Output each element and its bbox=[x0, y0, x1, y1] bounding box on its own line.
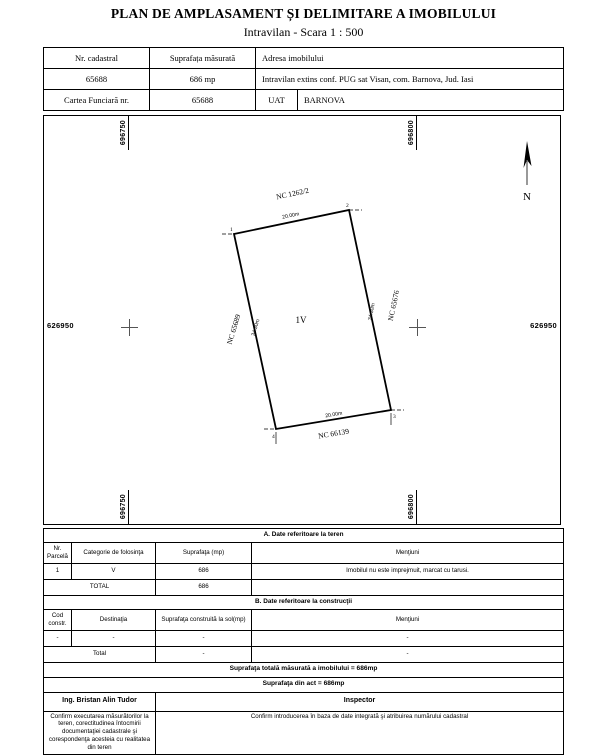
table-row bbox=[44, 528, 564, 542]
table-row bbox=[44, 677, 564, 692]
neighbor-label-right: NC 65676 bbox=[385, 288, 402, 322]
cadastral-data-tables bbox=[43, 528, 564, 755]
cell-built-area: - bbox=[156, 630, 252, 646]
coord-label-northing-bottom-left: 696750 bbox=[120, 494, 127, 520]
value-address: Intravilan extins conf. PUG sat Visan, com. Barnova, Jud. Iasi bbox=[256, 68, 564, 89]
neighbor-label-left: NC 65689 bbox=[224, 312, 243, 346]
header-category: Categorie de folosinţa bbox=[72, 542, 156, 563]
coord-label-easting-left: 626950 bbox=[47, 320, 74, 330]
cell-parcel-no: 1 bbox=[44, 563, 72, 579]
header-measured-area: Suprafața măsurată bbox=[150, 47, 256, 68]
coord-label-northing-top-right: 696800 bbox=[408, 119, 415, 145]
table-row bbox=[44, 89, 564, 110]
coord-label-northing-bottom-right: 696800 bbox=[408, 494, 415, 520]
edge-dimension-left: 34.30m bbox=[250, 318, 262, 337]
north-letter: N bbox=[523, 190, 531, 203]
table-row bbox=[44, 579, 564, 595]
cell-category: V bbox=[72, 563, 156, 579]
cell-total-built-area: - bbox=[156, 646, 252, 662]
table-row bbox=[44, 609, 564, 630]
table-row bbox=[44, 595, 564, 609]
neighbor-label-top: NC 1262/2 bbox=[275, 185, 310, 201]
table-row bbox=[44, 630, 564, 646]
cell-mentions-a: Imobilul nu este imprejmuit, marcat cu tarusi. bbox=[252, 563, 564, 579]
edge-dimension-bottom: 20.00m bbox=[324, 410, 343, 419]
cell-total-area: 686 bbox=[156, 579, 252, 595]
coord-label-northing-top-left: 696750 bbox=[120, 119, 127, 145]
page-subtitle: Intravilan - Scara 1 : 500 bbox=[243, 25, 364, 40]
map-frame bbox=[43, 115, 561, 525]
neighbor-label-bottom: NC 66139 bbox=[317, 426, 350, 441]
parcel-interior-label: 1V bbox=[295, 314, 307, 325]
header-address: Adresa imobilului bbox=[256, 47, 564, 68]
header-cadastral-no: Nr. cadastral bbox=[44, 47, 150, 68]
section-title-a: A. Date referitoare la teren bbox=[44, 528, 564, 542]
parcel-polygon bbox=[44, 116, 561, 525]
label-uat: UAT bbox=[256, 89, 298, 110]
table-row bbox=[44, 542, 564, 563]
map-canvas bbox=[44, 116, 560, 524]
cell-area: 686 bbox=[156, 563, 252, 579]
header-code: Cod constr. bbox=[44, 609, 72, 630]
signature-header-surveyor: Ing. Bristan Alin Tudor bbox=[44, 692, 156, 711]
table-row bbox=[44, 711, 564, 754]
table-row bbox=[44, 692, 564, 711]
value-land-book: 65688 bbox=[150, 89, 256, 110]
value-cadastral-no: 65688 bbox=[44, 68, 150, 89]
table-row bbox=[44, 646, 564, 662]
table-row bbox=[44, 662, 564, 677]
table-row bbox=[44, 563, 564, 579]
cell-code: - bbox=[44, 630, 72, 646]
signature-header-inspector: Inspector bbox=[156, 692, 564, 711]
header-built-area: Suprafaţa construită la sol(mp) bbox=[156, 609, 252, 630]
header-mentions-b: Menţiuni bbox=[252, 609, 564, 630]
header-area: Suprafaţa (mp) bbox=[156, 542, 252, 563]
section-title-b: B. Date referitoare la construcţii bbox=[44, 595, 564, 609]
header-mentions-a: Menţiuni bbox=[252, 542, 564, 563]
title-block bbox=[0, 0, 607, 40]
vertex-number-4: 4 bbox=[272, 433, 275, 440]
header-parcel-no: Nr. Parcelă bbox=[44, 542, 72, 563]
cell-total-mentions-b: - bbox=[252, 646, 564, 662]
label-land-book: Cartea Funciară nr. bbox=[44, 89, 150, 110]
table-row bbox=[44, 68, 564, 89]
edge-dimension-right: 34.30m bbox=[367, 302, 377, 321]
table-row bbox=[44, 47, 564, 68]
signature-text-inspector: Confirm introducerea în baza de date integrată şi atribuirea numărului cadastral bbox=[156, 711, 564, 754]
label-total-b: Total bbox=[44, 646, 156, 662]
signature-text-surveyor: Confirm executarea măsurătorilor la teren, corectitudinea întocmirii documentaţiei cadastrale şi corespondenţa acesteia cu realitatea din teren bbox=[44, 711, 156, 754]
total-measured-area: Suprafaţa totală măsurată a imobilului = 686mp bbox=[44, 662, 564, 677]
edge-dimension-top: 20.00m bbox=[281, 210, 300, 221]
vertex-number-1: 1 bbox=[230, 226, 233, 233]
identification-table bbox=[43, 47, 564, 111]
vertex-number-3: 3 bbox=[393, 413, 396, 420]
cell-total-mentions-a bbox=[252, 579, 564, 595]
value-measured-area: 686 mp bbox=[150, 68, 256, 89]
vertex-number-2: 2 bbox=[346, 202, 349, 209]
value-uat: BARNOVA bbox=[298, 89, 564, 110]
cell-destination: - bbox=[72, 630, 156, 646]
cell-mentions-b: - bbox=[252, 630, 564, 646]
header-destination: Destinaţia bbox=[72, 609, 156, 630]
label-total-a: TOTAL bbox=[44, 579, 156, 595]
coord-label-easting-right: 626950 bbox=[530, 320, 557, 330]
total-deed-area: Suprafaţa din act = 686mp bbox=[44, 677, 564, 692]
page-title: PLAN DE AMPLASAMENT ȘI DELIMITARE A IMOBILULUI bbox=[110, 6, 497, 21]
